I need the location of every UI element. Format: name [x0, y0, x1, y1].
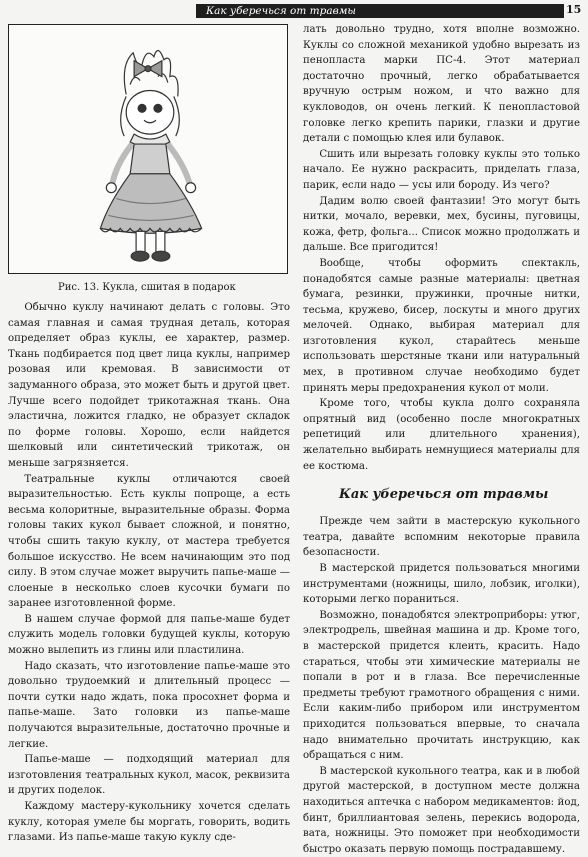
doll-illustration: [8, 24, 288, 274]
paragraph: Дадим волю своей фантазии! Это могут быть нитки, мочало, веревки, мех, бусины, пуговицы, кожа, фетр, фольга... Список можно продолжать и дальше. Все пригодится!: [303, 195, 580, 254]
paragraph: Папье-маше — подходящий материал для изготовления театральных кукол, масок, реквизита и других поделок.: [8, 754, 290, 797]
left-column: [8, 300, 290, 846]
paragraph: В мастерской кукольного театра, как и в любой другой мастерской, в доступном месте должна находиться аптечка с набором медикаментов: йод, бинт, бриллиантовая зелень, перекись водорода, вата, ножницы. Это поможет при необходимости быстро оказать первую помощь пострадавшему.: [303, 765, 580, 855]
paragraph: Театральные куклы отличаются своей выразительностью. Есть куклы попроще, а есть весьма колоритные, выразительные образы. Форма головы таких кукол бывает сложной, и понятно, чтобы сшить такую куклу, от мастера требуется большое искусство. Не всем начинающим это под силу. В этом случае может выручить папье-маше — слоеные в несколько слоев кусочки бумаги по заранее изготовленной форме.: [8, 473, 290, 610]
paragraph: Обычно куклу начинают делать с головы. Это самая главная и самая трудная деталь, которая определяет образ куклы, ее характер, размер. Ткань подбирается под цвет лица куклы, например розовая или кремовая. В зависимости от задуманного образа, это может быть и другой цвет. Лучше всего подойдет трикотажная ткань. Она эластична, ложится гладко, не образует складок по форме головы. Хорошо, если найдется шелковый или синтетический трикотаж, он меньше загрязняется.: [8, 302, 290, 469]
figure-caption: Рис. 13. Кукла, сшитая в подарок: [58, 282, 236, 293]
paragraph: В нашем случае формой для папье-маше будет служить модель головки будущей куклы, которую можно вылепить из глины или пластилина.: [8, 613, 290, 657]
paragraph: Кроме того, чтобы кукла долго сохраняла опрятный вид (особенно после многократных репетиций или длительного хранения), желательно выбирать немнущиеся материалы для ее костюма.: [303, 398, 580, 472]
section-heading: Как уберечься от травмы: [339, 487, 549, 503]
paragraph-continuation: лать довольно трудно, хотя вполне возможно. Куклы со сложной механикой удобно вырезать из пенопласта марки ПС-4. Этот материал достаточно прочный, легко обрабатывается вручную острым ножом, и что важно для кукловодов, он очень легкий. К пенопластовой головке легко крепить парики, глазки и другие детали с помощью клея или булавок.: [303, 24, 580, 145]
right-column: [303, 22, 580, 857]
paragraph: Возможно, понадобятся электроприборы: утюг, электродрель, швейная машина и др. Кроме того, в мастерской придется клеить, красить. Надо стараться, чтобы эти химические материалы не попали в рот и в глаза. Все перечисленные предметы требуют грамотного обращения с ними. Если каким-либо прибором или инструментом приходится пользоваться впервые, то сначала надо внимательно прочитать инструкцию, как обращаться с ним.: [303, 609, 580, 762]
paragraph: Сшить или вырезать головку куклы это только начало. Ее нужно раскрасить, приделать глаза, парик, если надо — усы или бороду. Из чего?: [303, 148, 580, 191]
paragraph: В мастерской придется пользоваться многими инструментами (ножницы, шило, лобзик, иголки), которыми легко пораниться.: [303, 563, 580, 606]
page-header: [0, 0, 588, 20]
paragraph: Прежде чем зайти в мастерскую кукольного театра, давайте вспомним некоторые правила безопасности.: [303, 516, 580, 559]
doll-drawing: [9, 25, 287, 273]
page-number: 15: [566, 3, 582, 16]
paragraph: Надо сказать, что изготовление папье-маше это довольно трудоемкий и длительный процесс — почти сутки надо ждать, пока просохнет форма и папье-маше. Зато головки из папье-маше получаются выразительные, достаточно прочные и легкие.: [8, 660, 290, 750]
paragraph: Каждому мастеру-кукольнику хочется сделать куклу, которая умеле бы моргать, говорить, водить глазами. Из папье-маше такую куклу сде-: [8, 801, 290, 844]
paragraph: Вообще, чтобы оформить спектакль, понадобятся самые разные материалы: цветная бумага, резинки, пружинки, прочные нитки, тесьма, кружево, бисер, лоскуты и много других мелочей. Однако, выбирая материал для изготовления кукол, старайтесь меньше использовать шерстяные ткани или натуральный мех, в противном случае необходимо будет принять меры предохранения кукол от моли.: [303, 257, 580, 394]
running-title: Как уберечься от травмы: [206, 5, 356, 17]
